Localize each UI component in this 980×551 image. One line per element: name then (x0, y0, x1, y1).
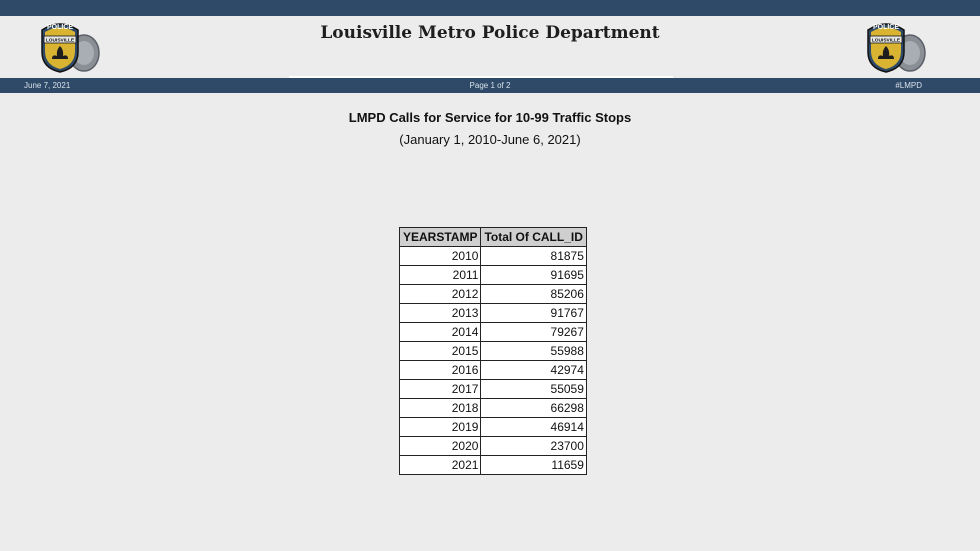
hashtag: #LMPD (895, 81, 922, 90)
table-row (400, 456, 587, 475)
table-row (400, 361, 587, 380)
table-row (400, 437, 587, 456)
table-row (400, 323, 587, 342)
total-cell: 79267 (481, 323, 586, 342)
table-row (400, 380, 587, 399)
logo-badge-mid: LOUISVILLE (45, 38, 75, 44)
year-cell: 2015 (400, 342, 481, 361)
year-cell: 2018 (400, 399, 481, 418)
year-cell: 2013 (400, 304, 481, 323)
year-cell: 2014 (400, 323, 481, 342)
year-cell: 2019 (400, 418, 481, 437)
total-cell: 11659 (481, 456, 586, 475)
total-cell: 55988 (481, 342, 586, 361)
total-cell: 91695 (481, 266, 586, 285)
table-row (400, 304, 587, 323)
table-row (400, 247, 587, 266)
column-header-yearstamp: YEARSTAMP (400, 228, 481, 247)
top-bar (0, 0, 980, 16)
page-indicator: Page 1 of 2 (469, 81, 511, 90)
total-cell: 85206 (481, 285, 586, 304)
total-cell: 42974 (481, 361, 586, 380)
column-header-total: Total Of CALL_ID (481, 228, 586, 247)
report-date: June 7, 2021 (24, 81, 71, 90)
total-cell: 55059 (481, 380, 586, 399)
year-cell: 2016 (400, 361, 481, 380)
report-title: LMPD Calls for Service for 10-99 Traffic Stops (348, 110, 632, 125)
total-cell: 91767 (481, 304, 586, 323)
logo-badge-mid: LOUISVILLE (871, 38, 901, 44)
total-cell: 46914 (481, 418, 586, 437)
table-header-row (400, 228, 587, 247)
department-title: Louisville Metro Police Department (320, 23, 660, 43)
year-cell: 2010 (400, 247, 481, 266)
total-cell: 66298 (481, 399, 586, 418)
year-cell: 2012 (400, 285, 481, 304)
logo-badge-top: POLICE (872, 24, 900, 31)
table-row (400, 399, 587, 418)
table-row (400, 285, 587, 304)
year-cell: 2017 (400, 380, 481, 399)
table-row (400, 266, 587, 285)
year-cell: 2020 (400, 437, 481, 456)
calls-table (399, 227, 587, 475)
year-cell: 2011 (400, 266, 481, 285)
logo-badge-top: POLICE (46, 24, 74, 31)
header-subbar (0, 78, 980, 93)
total-cell: 81875 (481, 247, 586, 266)
report-date-range: (January 1, 2010-June 6, 2021) (399, 132, 581, 147)
table-row (400, 342, 587, 361)
total-cell: 23700 (481, 437, 586, 456)
year-cell: 2021 (400, 456, 481, 475)
table-row (400, 418, 587, 437)
